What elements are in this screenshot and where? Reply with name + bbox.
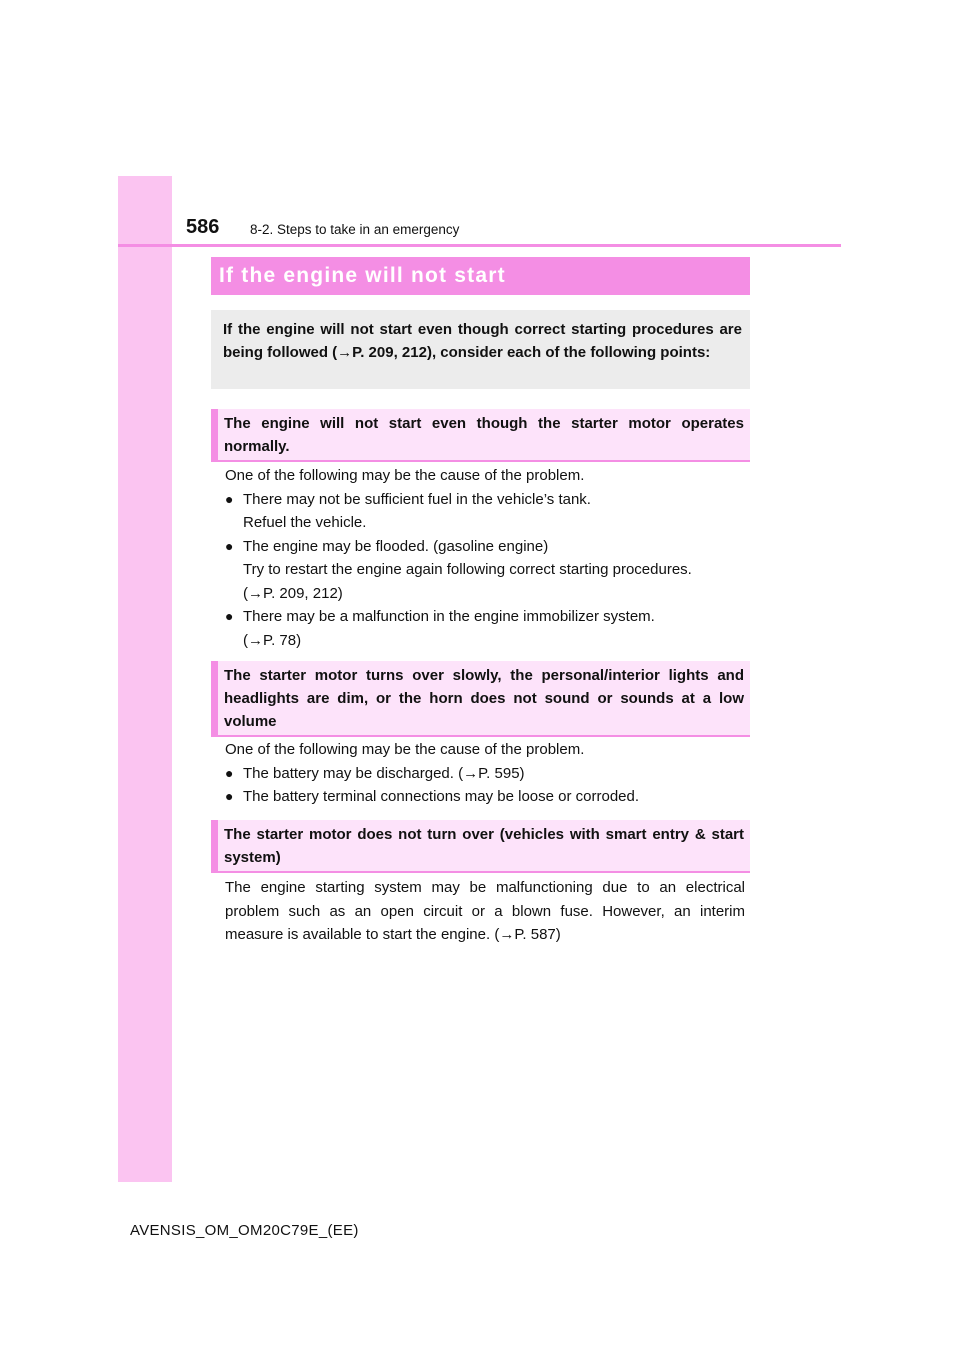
section-2-body (225, 738, 745, 809)
list-item: ● The battery terminal connections may be loose or corroded. (225, 785, 745, 809)
bullet-icon: ● (225, 490, 234, 507)
page-title: If the engine will not start (219, 264, 506, 287)
subheading-1: The engine will not start even though the starter motor operates normally. (211, 409, 750, 462)
section-label: 8-2. Steps to take in an emergency (250, 222, 460, 237)
list-item: ● The battery may be discharged. (→P. 595) (225, 762, 745, 786)
page-title-bar (211, 257, 750, 295)
bullet-icon: ● (225, 608, 234, 624)
bullet-icon: ● (225, 788, 234, 804)
section-1-body (225, 464, 745, 652)
document-code: AVENSIS_OM_OM20C79E_(EE) (130, 1222, 359, 1239)
list-item: ● The engine may be flooded. (gasoline engine) Try to restart the engine again following correct starting procedures. (→P. 209, 212) (225, 535, 745, 606)
list-item: ● There may not be sufficient fuel in the vehicle’s tank. Refuel the vehicle. (225, 488, 745, 535)
bullet-icon: ● (225, 764, 234, 781)
section-3-body: The engine starting system may be malfunctioning due to an electrical problem such as an open circuit or a blown fuse. However, an interim measure is available to start the engine. (→P. 587) (225, 879, 745, 943)
page-number: 586 (186, 216, 220, 238)
page-reference: (→P. 209, 212) (243, 584, 343, 602)
chapter-sidebar-tab (118, 176, 172, 1182)
section-1-lead: One of the following may be the cause of the problem. (225, 467, 585, 484)
subheading-2: The starter motor turns over slowly, the personal/interior lights and headlights are dim, or the horn does not sound or sounds at a low volume (211, 661, 750, 737)
section-2-lead: One of the following may be the cause of the problem. (225, 741, 585, 758)
intro-box: If the engine will not start even though correct starting procedures are being followed (→P. 209, 212), consider each of the following points: (211, 310, 750, 389)
page-reference: (→P. 78) (243, 631, 302, 649)
list-item: ● There may be a malfunction in the engine immobilizer system. (→P. 78) (225, 605, 745, 652)
header-rule (118, 244, 841, 247)
subheading-3: The starter motor does not turn over (vehicles with smart entry & start system) (211, 820, 750, 873)
bullet-icon: ● (225, 537, 234, 554)
